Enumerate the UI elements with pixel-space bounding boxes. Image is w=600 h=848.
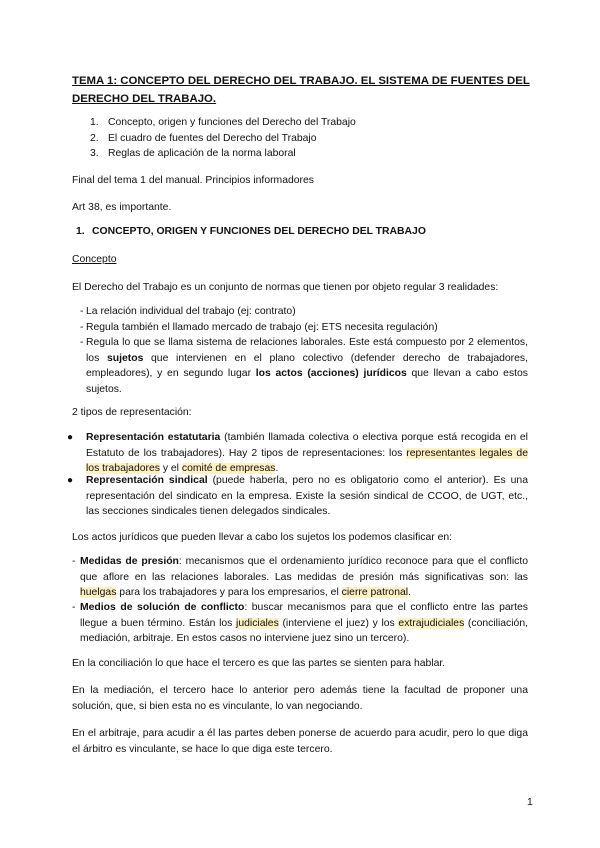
list-item: 3. Reglas de aplicación de la norma laboral [90,148,296,159]
section-heading: 1. CONCEPTO, ORIGEN Y FUNCIONES DEL DERECHO DEL TRABAJO [76,226,426,237]
list-item: - Regula también el llamado mercado de trabajo (ej: ETS necesita regulación) [80,322,438,333]
acts-intro: Los actos jurídicos que pueden llevar a cabo los sujetos los podemos clasificar en: [72,532,453,543]
list-item: - Medidas de presión: mecanismos que el ordenamiento jurídico reconoce para que el conflicto que aflore en las relaciones laborales. Las medidas de presión más significativas son: las huelgas para los trabajadores y para los empresarios, el cierre patronal. [72,556,528,598]
intro-paragraph: El Derecho del Trabajo es un conjunto de normas que tienen por objeto regular 3 realidades: [72,282,499,293]
subsection-heading: Concepto [72,254,117,265]
page-number: 1 [527,797,533,808]
note-article: Art 38, es importante. [72,202,172,213]
representation-intro: 2 tipos de representación: [72,407,192,418]
list-item: - Regula lo que se llama sistema de relaciones laborales. Este está compuesto por 2 elementos, los sujetos que intervienen en el plano colectivo (defender derecho de trabajadores, empleadores), y en segundo lugar los actos (acciones) jurídicos que llevan a cabo estos sujetos. [80,337,528,395]
conciliation-paragraph: En la conciliación lo que hace el tercero es que las partes se sienten para hablar. [72,658,446,669]
list-item: 1. Concepto, origen y funciones del Derecho del Trabajo [90,117,356,128]
arbitration-paragraph: En el arbitraje, para acudir a él las partes deben ponerse de acuerdo para acudir, pero lo que diga el árbitro es vinculante, se hace lo que diga este tercero. [72,728,528,755]
list-item: ● Representación estatutaria (también llamada colectiva o electiva porque está recogida en el Estatuto de los trabajadores). Hay 2 tipos de representaciones: los representantes legales de los trabajadores y el comité de empresas. [67,432,528,474]
note-manual: Final del tema 1 del manual. Principios informadores [72,175,314,186]
list-item: ● Representación sindical (puede haberla, pero no es obligatorio como el anterior). Es una representación del sindicato en la empresa. Existe la sesión sindical de CCOO, de UGT, etc., las secciones sindicales tienen delegados sindicales. [67,475,528,517]
mediation-paragraph: En la mediación, el tercero hace lo anterior pero además tiene la facultad de proponer una solución, que, si bien esta no es vinculante, lo van negociando. [72,685,528,712]
page-title: TEMA 1: CONCEPTO DEL DERECHO DEL TRABAJO. EL SISTEMA DE FUENTES DEL DERECHO DEL TRABAJO. [72,75,530,105]
table-of-contents [90,115,356,162]
list-item: - Medios de solución de conflicto: buscar mecanismos para que el conflicto entre las partes llegue a buen término. Están los judiciales (interviene el juez) y los extrajudiciales (conciliación, mediación, arbitraje. En estos casos no interviene juez sino un tercero). [72,602,528,644]
list-item: - La relación individual del trabajo (ej: contrato) [80,306,296,317]
list-item: 2. El cuadro de fuentes del Derecho del Trabajo [90,132,317,144]
